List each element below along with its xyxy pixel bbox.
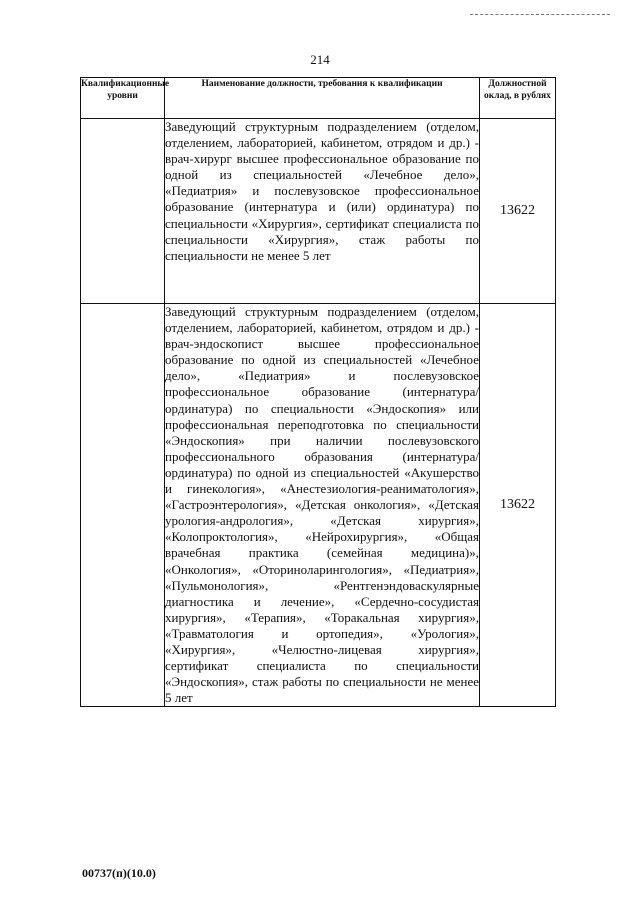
header-salary: Должностной оклад, в рублях bbox=[480, 78, 556, 119]
qualification-level-cell bbox=[81, 119, 165, 304]
salary-value: 13622 bbox=[480, 304, 556, 707]
document-code: 00737(п)(10.0) bbox=[82, 866, 156, 880]
table-row bbox=[81, 304, 556, 707]
table-row bbox=[81, 119, 556, 304]
salary-value: 13622 bbox=[480, 119, 556, 304]
position-description: Заведующий структурным подразделением (отделом, отделением, лабораторией, кабинетом, отрядом и др.) - врач-хирург высшее профессиональное образование по одной из специальностей «Лечебное дело», «Педиатрия» и послевузовское профессиональное образование (интернатура и (или) ординатура) по специальности «Хирургия», сертификат специалиста по специальности «Хирургия», стаж работы по специальности не менее 5 лет bbox=[165, 119, 480, 304]
page-number: 214 bbox=[310, 52, 330, 67]
qualification-table bbox=[80, 77, 556, 707]
scan-corner-mark bbox=[470, 14, 610, 23]
header-position-requirements: Наименование должности, требования к квалификации bbox=[165, 78, 480, 119]
qualification-level-cell bbox=[81, 304, 165, 707]
header-qualification-levels: Квалификационные уровни bbox=[81, 78, 165, 119]
table-header-row bbox=[81, 78, 556, 119]
position-description: Заведующий структурным подразделением (отделом, отделением, лабораторией, кабинетом, отрядом и др.) - врач-эндоскопист высшее профессиональное образование по одной из специальностей «Лечебное дело», «Педиатрия» и послевузовское профессиональное образование (интернатура/ординатура) по специальности «Эндоскопия» или профессиональная переподготовка по специальности «Эндоскопия» при наличии послевузовского профессионального образования (интернатура/ординатура) по одной из специальностей «Акушерство и гинекология», «Анестезиология-реаниматология», «Гастроэнтерология», «Детская онкология», «Детская урология-андрология», «Детская хирургия», «Колопроктология», «Нейрохирургия», «Общая врачебная практика (семейная медицина)», «Онкология», «Оториноларингология», «Педиатрия», «Пульмонология», «Рентгенэндоваскулярные диагностика и лечение», «Сердечно-сосудистая хирургия», «Терапия», «Торакальная хирургия», «Травматология и ортопедия», «Урология», «Хирургия», «Челюстно-лицевая хирургия», сертификат специалиста по специальности «Эндоскопия», стаж работы по специальности не менее 5 лет bbox=[165, 304, 479, 706]
